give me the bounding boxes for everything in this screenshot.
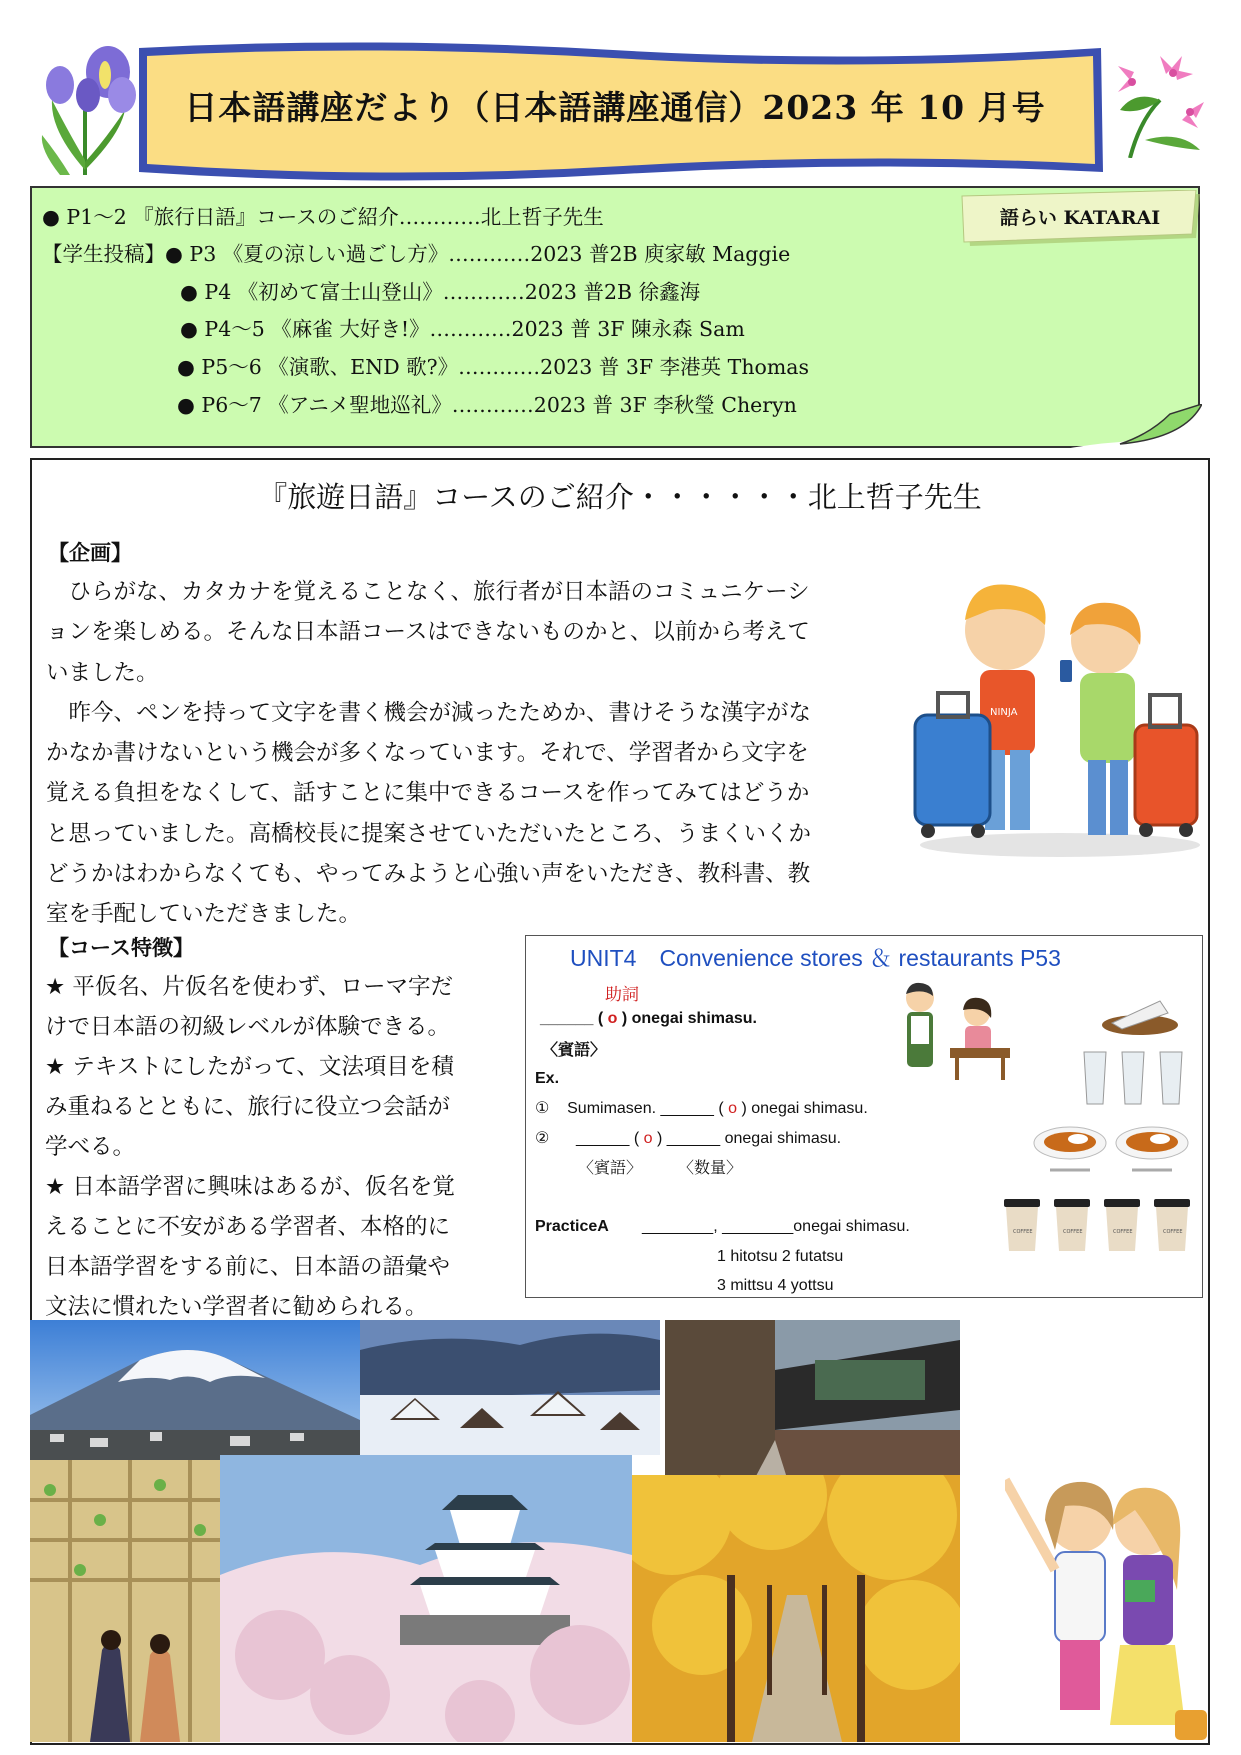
toc-item: ● P4～5 《麻雀 大好き!》…………2023 普 3F 陳永森 Sam — [180, 317, 745, 341]
example-2-end: ) ______ onegai shimasu. — [657, 1130, 842, 1147]
practice-label: PracticeA — [535, 1218, 609, 1235]
feature-line: けで日本語の初級レベルが体験できる。 — [45, 1014, 451, 1040]
plan-line: 室を手配していただきました。 — [46, 901, 362, 928]
plan-line: と思っていました。高橋校長に提案させていただいたところ、うまくいくか — [46, 820, 812, 847]
article-title: 『旅遊日語』コースのご紹介・・・・・・北上哲子先生 — [258, 480, 982, 514]
features-heading: 【コース特徴】 — [48, 936, 194, 960]
example-2-particle: o — [643, 1130, 653, 1147]
plan-line: 覚える負担をなくして、話すことに集中できるコースを作ってみてはどうか — [46, 780, 810, 807]
coffee-cup-label: COFFEE — [1013, 1229, 1033, 1235]
toc-item: ● P6～7 《アニメ聖地巡礼》…………2023 普 3F 李秋瑩 Cheryn — [177, 393, 797, 417]
feature-line: 日本語学習をする前に、日本語の語彙や — [45, 1254, 451, 1280]
plan-line: どうかはわからなくても、やってみようと心強い声をいただき、教科書、教 — [46, 861, 811, 888]
example-2-object: 〈賓語〉 — [578, 1160, 643, 1177]
unit-title: UNIT4 Convenience stores ＆ restaurants P53 — [570, 945, 1061, 971]
counts-line-2: 3 mittsu 4 yottsu — [717, 1277, 834, 1294]
example-2-number: ② — [535, 1130, 550, 1147]
hirosaki-castle-photo — [220, 1455, 632, 1742]
particle-label: 助詞 — [605, 985, 639, 1004]
katarai-label: 語らい KATARAI — [999, 207, 1161, 229]
example-2-quantity: 〈数量〉 — [678, 1160, 743, 1177]
plan-line: いました。 — [46, 659, 159, 686]
pattern-blank: ______ ( — [540, 1010, 604, 1027]
example-1-number: ① — [535, 1100, 550, 1117]
travelers-illustration — [910, 575, 1205, 860]
example-2-start: ______ ( — [576, 1130, 640, 1147]
coffee-cups-illustration — [1000, 1195, 1195, 1255]
coffee-cup-label: COFFEE — [1163, 1229, 1183, 1235]
plan-line: ひらがな、カタカナを覚えることなく、旅行者が日本語のコミュニケーシ — [46, 579, 810, 605]
mount-fuji-photo — [30, 1320, 360, 1460]
example-1-end: ) onegai shimasu. — [741, 1100, 868, 1117]
page-curl-corner — [1060, 404, 1202, 452]
plan-line: ョンを楽しめる。そんな日本語コースはできないものかと、以前から考えて — [46, 619, 810, 646]
shirakawa-go-photo — [360, 1320, 660, 1455]
curry-plates-illustration — [1030, 1118, 1195, 1178]
toc-item: ● P4 《初めて富士山登山》…………2023 普2B 徐鑫海 — [180, 280, 701, 304]
example-1-particle: o — [728, 1100, 738, 1117]
plan-line: かなか書けないという機会が多くなっています。それで、学習者から文字を — [46, 740, 809, 767]
ginkgo-avenue-photo — [632, 1475, 960, 1742]
object-label: 〈賓語〉 — [542, 1042, 607, 1059]
newsletter-title: 日本語講座だより（日本語講座通信）2023 年 10 月号 — [184, 88, 1046, 127]
toc-item: 【学生投稿】● P3 《夏の涼しい過ごし方》…………2023 普2B 庾家敏 Maggie — [42, 242, 791, 266]
water-glasses-illustration — [1080, 1048, 1190, 1108]
pattern-rest: ) onegai shimasu. — [621, 1010, 757, 1027]
counts-line-1: 1 hitotsu 2 futatsu — [717, 1248, 844, 1265]
svg-text:NINJA: NINJA — [990, 707, 1018, 718]
summer-festival-photo — [30, 1460, 220, 1742]
feature-line: み重ねるとともに、旅行に役立つ会話が — [45, 1094, 451, 1120]
waiter-customer-illustration — [895, 978, 1015, 1083]
feature-line: ★ テキストにしたがって、文法項目を積 — [45, 1054, 454, 1080]
plan-heading: 【企画】 — [48, 541, 132, 565]
practice-text: ________, ________onegai shimasu. — [642, 1218, 910, 1235]
feature-line: ★ 平仮名、片仮名を使わず、ローマ字だ — [45, 974, 454, 1000]
particle-o: o — [607, 1010, 618, 1027]
feature-line: ★ 日本語学習に興味はあるが、仮名を覚 — [45, 1174, 455, 1200]
feature-line: えることに不安がある学習者、本格的に — [45, 1214, 451, 1240]
example-1-start: Sumimasen. ______ ( — [567, 1100, 724, 1117]
toc-item: ● P5～6 《演歌、END 歌?》…………2023 普 3F 李港英 Thomas — [177, 355, 810, 379]
coffee-cup-label: COFFEE — [1063, 1229, 1083, 1235]
toc-item: ● P1～2 『旅行日語』コースのご紹介…………北上哲子先生 — [42, 205, 604, 229]
plan-line: 昨今、ペンを持って文字を書く機会が減ったためか、書けそうな漢字がな — [46, 699, 812, 726]
feature-line: 文法に慣れたい学習者に勧められる。 — [45, 1294, 428, 1320]
coffee-cup-label: COFFEE — [1113, 1229, 1133, 1235]
example-label: Ex. — [535, 1070, 560, 1087]
pink-flower-illustration — [1100, 40, 1212, 158]
wrapped-food-illustration — [1100, 995, 1180, 1037]
iris-flower-illustration — [30, 40, 140, 175]
feature-line: 学べる。 — [45, 1134, 136, 1160]
sightseeing-girls-illustration — [1005, 1440, 1210, 1740]
